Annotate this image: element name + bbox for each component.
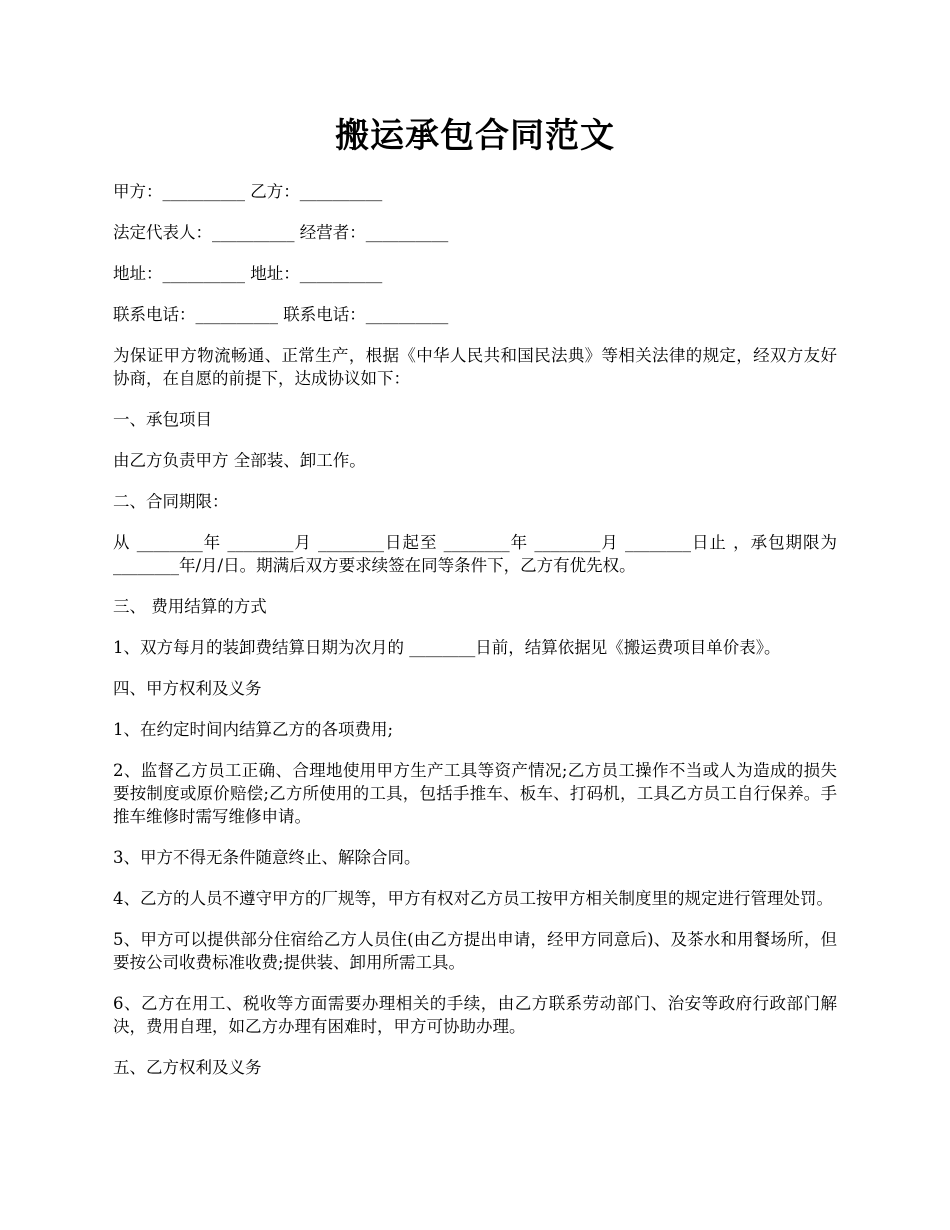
section-1-paragraph: 由乙方负责甲方 全部装、卸工作。 <box>113 451 366 470</box>
section-heading-1: 一、承包项目 <box>113 410 212 429</box>
document-body <box>113 180 837 1097</box>
section-heading-4: 四、甲方权利及义务 <box>113 679 262 698</box>
address-line: 地址：__________ 地址：__________ <box>113 264 383 283</box>
section-4-clause-6: 6、乙方在用工、税收等方面需要办理相关的手续，由乙方联系劳动部门、治安等政府行政部门解决，费用自理，如乙方办理有困难时，甲方可协助办理。 <box>113 994 837 1036</box>
party-names-line: 甲方：__________ 乙方：__________ <box>113 182 383 201</box>
preamble-paragraph: 为保证甲方物流畅通、正常生产，根据《中华人民共和国民法典》等相关法律的规定，经双方友好协商，在自愿的前提下，达成协议如下： <box>113 346 837 388</box>
section-2-paragraph: 从 ________年 ________月 ________日起至 ________年 ________月 ________日止 ，承包期限为 ________年/月/日。期满后双方要求续签在同等条件下，乙方有优先权。 <box>113 533 837 575</box>
representative-line: 法定代表人：__________ 经营者：__________ <box>113 223 449 242</box>
document-title: 搬运承包合同范文 <box>335 116 615 156</box>
section-4-clause-4: 4、乙方的人员不遵守甲方的厂规等，甲方有权对乙方员工按甲方相关制度里的规定进行管理处罚。 <box>113 889 833 908</box>
section-4-clause-5: 5、甲方可以提供部分住宿给乙方人员住(由乙方提出申请，经甲方同意后)、及茶水和用餐场所，但要按公司收费标准收费;提供装、卸用所需工具。 <box>113 930 837 972</box>
section-3-clause-1: 1、双方每月的装卸费结算日期为次月的 ________日前，结算依据见《搬运费项目单价表》。 <box>113 638 781 657</box>
section-heading-5: 五、乙方权利及义务 <box>113 1058 262 1077</box>
section-heading-2: 二、合同期限： <box>113 492 229 511</box>
section-4-clause-1: 1、在约定时间内结算乙方的各项费用; <box>113 720 394 739</box>
section-4-clause-2: 2、监督乙方员工正确、合理地使用甲方生产工具等资产情况;乙方员工操作不当或人为造成的损失要按制度或原价赔偿;乙方所使用的工具，包括手推车、板车、打码机，工具乙方员工自行保养。手推车维修时需写维修申请。 <box>113 761 837 826</box>
phone-line: 联系电话：__________ 联系电话：__________ <box>113 305 449 324</box>
section-4-clause-3: 3、甲方不得无条件随意终止、解除合同。 <box>113 848 421 867</box>
section-heading-3: 三、 费用结算的方式 <box>113 597 267 616</box>
